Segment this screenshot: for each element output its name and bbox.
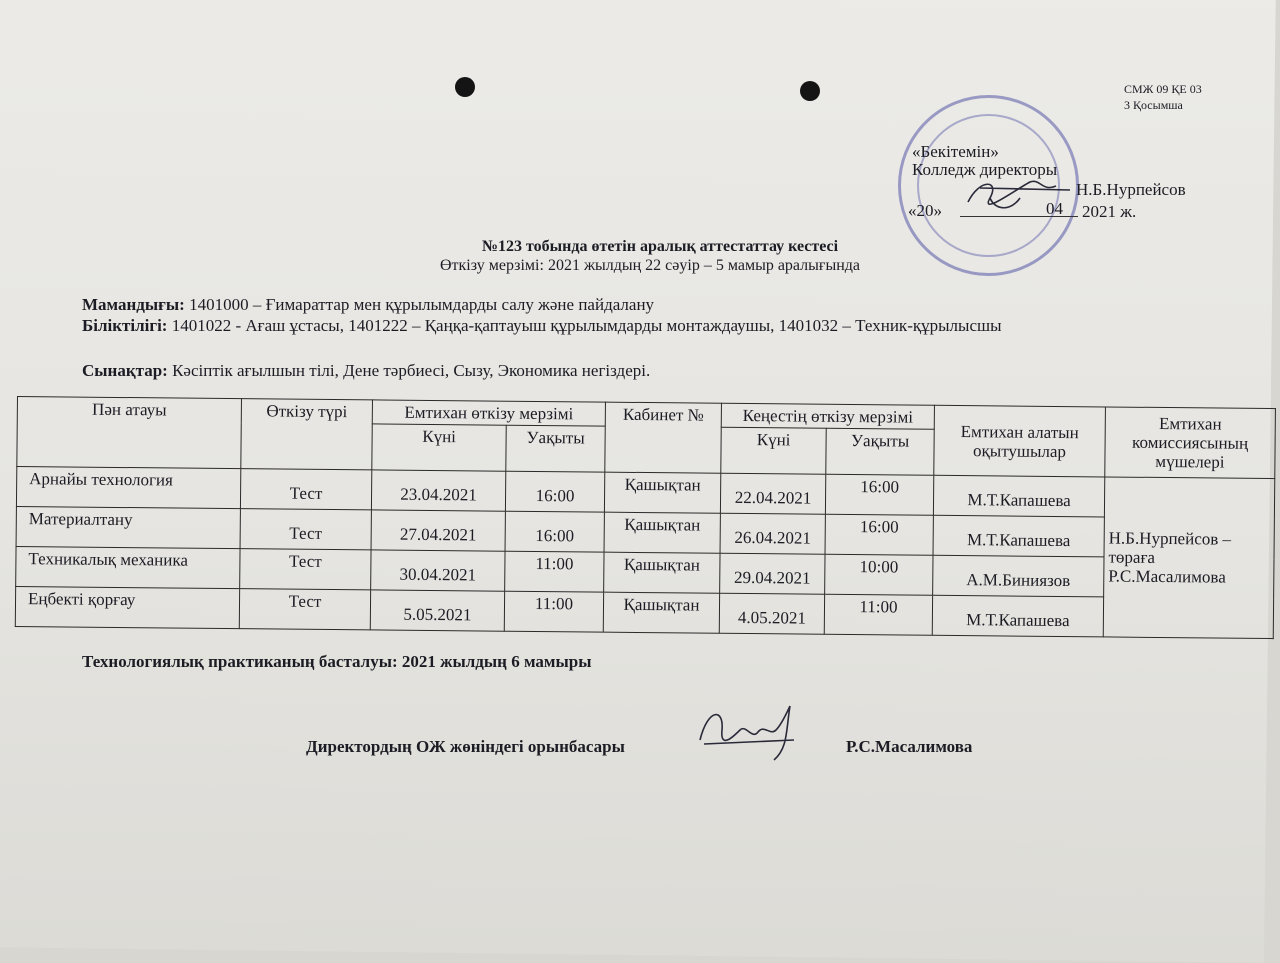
- header-subject: Пән атауы: [17, 397, 242, 469]
- approval-date-day: «20»: [908, 201, 942, 220]
- cell-exam-date: 5.05.2021: [370, 590, 504, 631]
- director-name: Н.Б.Нурпейсов: [1076, 180, 1186, 199]
- cell-exam-time: 16:00: [505, 511, 604, 552]
- header-consult-time: Уақыты: [826, 428, 934, 475]
- cell-room: Қашықтан: [604, 512, 720, 553]
- cell-commission: Н.Б.Нурпейсов – төраға Р.С.Масалимова: [1103, 477, 1275, 639]
- tests-label: Сынақтар:: [82, 361, 168, 380]
- cell-teacher: М.Т.Капашева: [933, 515, 1104, 557]
- header-consult-period: Кеңестің өткізу мерзімі: [721, 403, 934, 429]
- cell-exam-date: 23.04.2021: [371, 470, 505, 511]
- qualification-value: 1401022 - Ағаш ұстасы, 1401222 – Қаңқа-қаптауыш құрылымдарды монтаждаушы, 1401032 – Техник-құрылысшы: [171, 316, 1002, 335]
- header-type: Өткізу түрі: [241, 399, 373, 470]
- cell-subject: Арнайы технология: [16, 467, 240, 509]
- approval-year: 2021 ж.: [1082, 202, 1137, 221]
- practice-start-line: Технологиялық практиканың басталуы: 2021 жылдың 6 мамыры: [82, 652, 592, 671]
- approval-position: Колледж директоры: [912, 160, 1058, 179]
- cell-consult-date: 22.04.2021: [720, 473, 825, 514]
- deputy-position: Директордың ОЖ жөніндегі орынбасары: [306, 737, 625, 756]
- cell-subject: Материалтану: [16, 506, 240, 548]
- cell-teacher: М.Т.Капашева: [933, 475, 1104, 517]
- specialty-value: 1401000 – Ғимараттар мен құрылымдарды салу және пайдалану: [189, 295, 655, 314]
- cell-exam-time: 16:00: [505, 471, 604, 512]
- specialty-line: [82, 295, 654, 315]
- approval-date-month: 04: [1046, 199, 1063, 218]
- punch-hole-left: [455, 77, 475, 97]
- cell-teacher: А.М.Биниязов: [933, 555, 1104, 597]
- schedule-title: №123 тобында өтетін аралық аттестаттау кестесі: [481, 238, 839, 255]
- cell-exam-time: 11:00: [504, 591, 603, 632]
- schedule-subtitle: Өткізу мерзімі: 2021 жылдың 22 сәуір – 5 мамыр аралығында: [439, 257, 861, 274]
- header-exam-day: Күні: [372, 424, 506, 471]
- header-commission: Емтихан комиссиясының мүшелері: [1105, 407, 1276, 479]
- deputy-name: Р.С.Масалимова: [846, 737, 973, 756]
- cell-consult-date: 26.04.2021: [720, 513, 825, 554]
- form-code: СМЖ 09 ҚЕ 03: [1124, 82, 1202, 96]
- cell-exam-date: 27.04.2021: [371, 510, 505, 551]
- schedule-table: [15, 396, 1276, 639]
- deputy-signature: [694, 700, 804, 765]
- cell-type: Тест: [240, 509, 371, 550]
- cell-consult-time: 16:00: [825, 514, 933, 555]
- cell-subject: Техникалық механика: [16, 546, 240, 588]
- header-consult-day: Күні: [721, 427, 826, 474]
- qualification-line: [82, 316, 1002, 336]
- punch-hole-right: [800, 81, 820, 101]
- cell-exam-date: 30.04.2021: [371, 550, 505, 591]
- header-exam-period: Емтихан өткізу мерзімі: [372, 400, 605, 426]
- appendix-label: 3 Қосымша: [1124, 98, 1183, 112]
- cell-room: Қашықтан: [604, 552, 720, 593]
- cell-room: Қашықтан: [604, 472, 720, 513]
- director-signature: [960, 168, 1085, 218]
- approval-label: «Бекітемін»: [912, 142, 999, 161]
- cell-type: Тест: [240, 549, 371, 590]
- cell-exam-time: 11:00: [505, 551, 604, 592]
- cell-subject: Еңбекті қорғау: [15, 586, 239, 628]
- cell-consult-date: 4.05.2021: [719, 593, 824, 634]
- cell-type: Тест: [239, 589, 370, 630]
- cell-room: Қашықтан: [603, 592, 719, 633]
- qualification-label: Біліктілігі:: [82, 316, 168, 335]
- cell-teacher: М.Т.Капашева: [932, 595, 1103, 637]
- cell-consult-time: 11:00: [824, 594, 932, 635]
- cell-consult-time: 16:00: [825, 474, 933, 515]
- cell-consult-time: 10:00: [825, 554, 933, 595]
- cell-consult-date: 29.04.2021: [720, 553, 825, 594]
- specialty-label: Мамандығы:: [82, 295, 185, 314]
- tests-line: [82, 361, 650, 381]
- header-exam-time: Уақыты: [506, 425, 605, 472]
- cell-type: Тест: [240, 469, 371, 510]
- header-room: Кабинет №: [605, 402, 722, 473]
- header-teachers: Емтихан алатын оқытушылар: [934, 405, 1106, 477]
- tests-value: Кәсіптік ағылшын тілі, Дене тәрбиесі, Сызу, Экономика негіздері.: [172, 361, 651, 380]
